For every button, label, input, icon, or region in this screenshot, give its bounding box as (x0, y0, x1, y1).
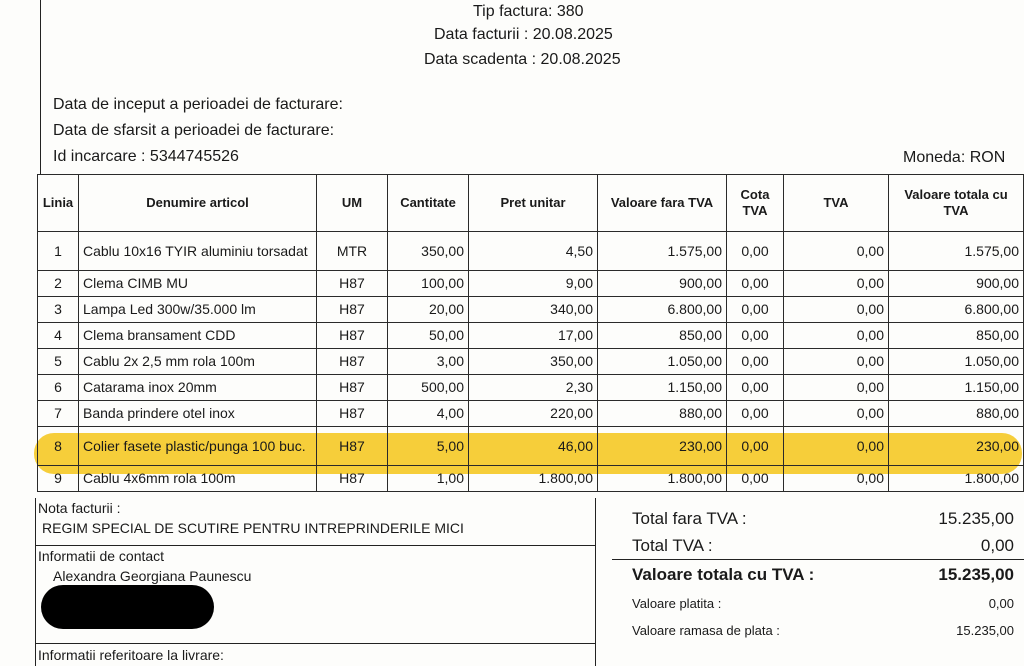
period-end: Data de sfarsit a perioadei de facturare: (53, 122, 335, 139)
cell-total: 1.800,00 (889, 466, 1024, 492)
valoare-platita-label: Valoare platita : (632, 596, 722, 611)
cell-total: 880,00 (889, 401, 1024, 427)
total-cu-tva-label: Valoare totala cu TVA : (632, 565, 815, 584)
cell-valoare: 6.800,00 (598, 297, 727, 323)
cell-cota: 0,00 (727, 375, 784, 401)
cell-total: 6.800,00 (889, 297, 1024, 323)
cell-pret: 17,00 (469, 323, 598, 349)
contact-label: Informatii de contact (38, 548, 165, 564)
bottom-left-border (35, 498, 36, 666)
table-row (38, 349, 1024, 375)
cell-cantitate: 50,00 (388, 323, 469, 349)
cell-um: H87 (317, 323, 388, 349)
table-row (38, 297, 1024, 323)
tip-factura: Tip factura: 380 (473, 3, 584, 20)
total-tva-label: Total TVA : (632, 536, 713, 555)
moneda: Moneda: RON (903, 149, 1006, 166)
total-fara-tva-label: Total fara TVA : (632, 509, 747, 528)
cell-denumire: Catarama inox 20mm (79, 375, 317, 401)
total-cu-tva-value: 15.235,00 (938, 565, 1014, 584)
cell-pret: 9,00 (469, 271, 598, 297)
cell-tva: 0,00 (784, 466, 889, 492)
cell-um: H87 (317, 375, 388, 401)
cell-pret: 2,30 (469, 375, 598, 401)
col-header: UM (317, 175, 388, 232)
col-header: Valoare fara TVA (598, 175, 727, 232)
cell-denumire: Banda prindere otel inox (79, 401, 317, 427)
table-header-row (38, 175, 1024, 232)
cell-cantitate: 20,00 (388, 297, 469, 323)
cell-valoare: 1.150,00 (598, 375, 727, 401)
cell-pret: 350,00 (469, 349, 598, 375)
table-row (38, 375, 1024, 401)
valoare-ramasa-value: 15.235,00 (956, 623, 1014, 638)
cell-valoare: 880,00 (598, 401, 727, 427)
total-tva-value: 0,00 (980, 536, 1014, 555)
cell-linia: 8 (38, 427, 79, 466)
cell-denumire: Clema CIMB MU (79, 271, 317, 297)
cell-tva: 0,00 (784, 232, 889, 271)
cell-tva: 0,00 (784, 323, 889, 349)
cell-pret: 220,00 (469, 401, 598, 427)
period-start: Data de inceput a perioadei de facturare: (53, 96, 343, 113)
bottom-divider (595, 498, 596, 666)
cell-um: H87 (317, 271, 388, 297)
cell-valoare: 900,00 (598, 271, 727, 297)
cell-linia: 2 (38, 271, 79, 297)
cell-cantitate: 5,00 (388, 427, 469, 466)
cell-cantitate: 4,00 (388, 401, 469, 427)
cell-cota: 0,00 (727, 401, 784, 427)
cell-tva: 0,00 (784, 271, 889, 297)
col-header: Cantitate (388, 175, 469, 232)
cell-denumire: Cablu 10x16 TYIR aluminiu torsadat (79, 232, 317, 271)
table-row (38, 427, 1024, 466)
valoare-platita-value: 0,00 (988, 596, 1014, 611)
nota-text: REGIM SPECIAL DE SCUTIRE PENTRU INTREPRINDERILE MICI (42, 520, 464, 536)
id-incarcare: Id incarcare : 5344745526 (53, 148, 239, 165)
cell-denumire: Clema bransament CDD (79, 323, 317, 349)
cell-linia: 7 (38, 401, 79, 427)
col-header: TVA (784, 175, 889, 232)
nota-label: Nota facturii : (38, 500, 121, 516)
table-row (38, 401, 1024, 427)
cell-cantitate: 100,00 (388, 271, 469, 297)
cell-um: H87 (317, 427, 388, 466)
cell-pret: 4,50 (469, 232, 598, 271)
cell-pret: 1.800,00 (469, 466, 598, 492)
cell-total: 1.150,00 (889, 375, 1024, 401)
cell-tva: 0,00 (784, 401, 889, 427)
cell-um: H87 (317, 297, 388, 323)
cell-cantitate: 500,00 (388, 375, 469, 401)
contact-separator (35, 545, 595, 546)
cell-total: 850,00 (889, 323, 1024, 349)
cell-linia: 3 (38, 297, 79, 323)
cell-cota: 0,00 (727, 323, 784, 349)
table-row (38, 466, 1024, 492)
cell-denumire: Lampa Led 300w/35.000 lm (79, 297, 317, 323)
col-header: Cota TVA (727, 175, 784, 232)
redaction-block (41, 585, 214, 629)
cell-linia: 4 (38, 323, 79, 349)
cell-cota: 0,00 (727, 271, 784, 297)
cell-valoare: 1.050,00 (598, 349, 727, 375)
data-scadenta: Data scadenta : 20.08.2025 (424, 51, 621, 68)
cell-cota: 0,00 (727, 466, 784, 492)
cell-denumire: Cablu 4x6mm rola 100m (79, 466, 317, 492)
cell-total: 900,00 (889, 271, 1024, 297)
cell-cantitate: 350,00 (388, 232, 469, 271)
total-fara-tva-value: 15.235,00 (938, 509, 1014, 528)
cell-linia: 1 (38, 232, 79, 271)
cell-cota: 0,00 (727, 232, 784, 271)
cell-linia: 5 (38, 349, 79, 375)
col-header: Valoare totala cu TVA (889, 175, 1024, 232)
cell-um: MTR (317, 232, 388, 271)
livrare-label: Informatii referitoare la livrare: (38, 647, 224, 663)
cell-denumire: Colier fasete plastic/punga 100 buc. (79, 427, 317, 466)
cell-um: H87 (317, 401, 388, 427)
col-header: Denumire articol (79, 175, 317, 232)
cell-valoare: 1.800,00 (598, 466, 727, 492)
table-row (38, 323, 1024, 349)
page-left-border (40, 0, 41, 174)
cell-total: 230,00 (889, 427, 1024, 466)
valoare-ramasa-label: Valoare ramasa de plata : (632, 623, 780, 638)
cell-valoare: 230,00 (598, 427, 727, 466)
cell-um: H87 (317, 349, 388, 375)
totals-separator (612, 559, 1024, 560)
cell-linia: 6 (38, 375, 79, 401)
livrare-separator (35, 643, 595, 644)
cell-tva: 0,00 (784, 375, 889, 401)
cell-valoare: 850,00 (598, 323, 727, 349)
table-row (38, 232, 1024, 271)
cell-um: H87 (317, 466, 388, 492)
contact-name: Alexandra Georgiana Paunescu (53, 568, 252, 584)
cell-total: 1.050,00 (889, 349, 1024, 375)
col-header: Pret unitar (469, 175, 598, 232)
cell-cota: 0,00 (727, 349, 784, 375)
cell-tva: 0,00 (784, 349, 889, 375)
cell-pret: 340,00 (469, 297, 598, 323)
cell-linia: 9 (38, 466, 79, 492)
cell-total: 1.575,00 (889, 232, 1024, 271)
cell-tva: 0,00 (784, 297, 889, 323)
data-facturii: Data facturii : 20.08.2025 (434, 26, 613, 43)
cell-cantitate: 1,00 (388, 466, 469, 492)
table-row (38, 271, 1024, 297)
cell-cantitate: 3,00 (388, 349, 469, 375)
cell-tva: 0,00 (784, 427, 889, 466)
cell-denumire: Cablu 2x 2,5 mm rola 100m (79, 349, 317, 375)
cell-pret: 46,00 (469, 427, 598, 466)
col-header: Linia (38, 175, 79, 232)
cell-cota: 0,00 (727, 297, 784, 323)
cell-cota: 0,00 (727, 427, 784, 466)
cell-valoare: 1.575,00 (598, 232, 727, 271)
items-table (37, 174, 1024, 492)
